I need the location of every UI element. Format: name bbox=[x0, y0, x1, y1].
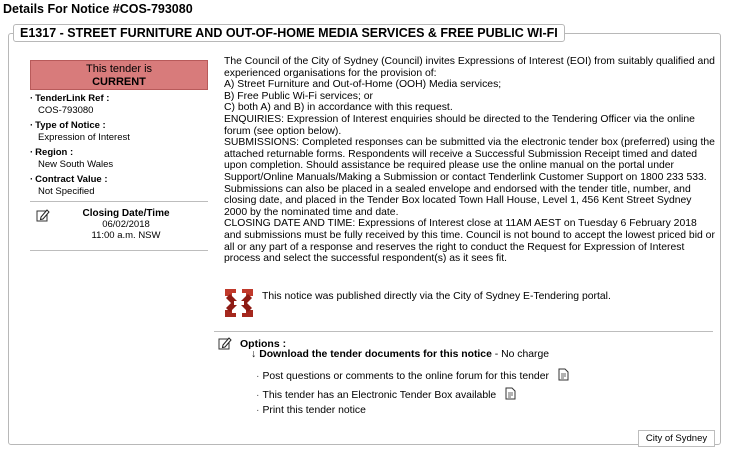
pencil-icon bbox=[218, 336, 232, 355]
document-icon[interactable] bbox=[558, 368, 569, 384]
info-label: · Type of Notice : bbox=[30, 120, 208, 132]
info-value: New South Wales bbox=[38, 159, 114, 170]
online-forum-link[interactable]: Post questions or comments to the online forum for this tender bbox=[262, 370, 549, 382]
info-label: · Contract Value : bbox=[30, 174, 208, 186]
status-badge bbox=[30, 60, 208, 90]
info-value: COS-793080 bbox=[38, 105, 94, 116]
closing-date-block bbox=[30, 205, 208, 251]
info-type-of-notice bbox=[30, 120, 208, 144]
divider bbox=[30, 201, 208, 202]
etendering-logo-icon bbox=[222, 286, 256, 325]
info-value: Not Specified bbox=[38, 186, 95, 197]
description-paragraph: The Council of the City of Sydney (Council) invites Expressions of Interest (EOI) from suitably qualified and experienced organisations for the provision of: bbox=[224, 56, 715, 79]
tender-heading: E1317 - STREET FURNITURE AND OUT-OF-HOME MEDIA SERVICES & FREE PUBLIC WI-FI bbox=[13, 24, 565, 42]
page-title: Details For Notice #COS-793080 bbox=[3, 2, 193, 16]
description-paragraph: B) Free Public Wi-Fi services; or bbox=[224, 90, 373, 102]
bullet-icon: · bbox=[256, 389, 260, 401]
description-paragraph: ENQUIRIES: Expression of Interest enquiries should be directed to the Tendering Officer via the online forum (see option below). bbox=[224, 113, 695, 137]
info-label: · TenderLink Ref : bbox=[30, 93, 208, 105]
electronic-tender-box-link[interactable]: This tender has an Electronic Tender Box available bbox=[262, 389, 497, 401]
option-forum[interactable] bbox=[256, 368, 569, 384]
option-download[interactable] bbox=[251, 349, 549, 360]
info-label: · Region : bbox=[30, 147, 208, 159]
bullet-icon: · bbox=[256, 405, 260, 416]
info-tenderlink-ref bbox=[30, 93, 208, 117]
pencil-icon bbox=[36, 208, 50, 227]
portal-note bbox=[222, 286, 712, 320]
description-paragraph: A) Street Furniture and Out-of-Home (OOH) Media services; bbox=[224, 79, 502, 91]
closing-title: Closing Date/Time bbox=[82, 208, 170, 219]
closing-time: 11:00 a.m. NSW bbox=[91, 230, 161, 241]
organisation-label: City of Sydney bbox=[638, 430, 715, 447]
info-region bbox=[30, 147, 208, 171]
options-heading: Options : bbox=[240, 338, 287, 350]
divider bbox=[214, 331, 713, 332]
description-paragraph: C) both A) and B) in accordance with this request. bbox=[224, 102, 453, 114]
download-arrow-icon: ↓ bbox=[251, 349, 257, 360]
portal-note-text: This notice was published directly via the City of Sydney E-Tendering portal. bbox=[262, 291, 611, 302]
description-paragraph: SUBMISSIONS: Completed responses can be submitted via the electronic tender box (preferred) using the attached returnable forms. Respondents will receive a Successful Submission Receipt timed and dated upon completion. Should assistance be required please use the online manual on the portal under Support/Online Manuals/Making a Submission or contact Tenderlink Customer Support on 1800 233 533. Submissions can also be placed in a sealed envelope and endorsed with the tender title, number, and closing date, and placed in the Tender Box located Town Hall House, Level 1, 456 Kent Street Sydney 2000 by the nominated time and date. bbox=[224, 137, 715, 218]
option-print[interactable] bbox=[256, 405, 366, 416]
download-documents-link[interactable]: Download the tender documents for this notice bbox=[259, 349, 492, 360]
info-value: Expression of Interest bbox=[38, 132, 130, 143]
status-value: CURRENT bbox=[92, 76, 146, 88]
tender-summary bbox=[30, 60, 208, 251]
print-notice-link[interactable]: Print this tender notice bbox=[262, 405, 366, 416]
description-paragraph: CLOSING DATE AND TIME: Expressions of Interest close at 11AM AEST on Tuesday 6 February 2018 and submissions must be fully received by this time. Council is not bound to accept the lowest priced bid or all or any part of a response and reserves the right to conduct the Request for Expression of Interest process and select the successful respondent(s) as it sees fit. bbox=[224, 218, 715, 265]
status-prefix: This tender is bbox=[85, 63, 153, 75]
info-contract-value bbox=[30, 174, 208, 198]
download-price: - No charge bbox=[491, 349, 550, 360]
tender-description bbox=[224, 56, 716, 265]
closing-date: 06/02/2018 bbox=[102, 219, 150, 230]
document-icon[interactable] bbox=[505, 387, 516, 403]
bullet-icon: · bbox=[256, 370, 260, 382]
option-electronic-tender-box[interactable] bbox=[256, 387, 516, 403]
